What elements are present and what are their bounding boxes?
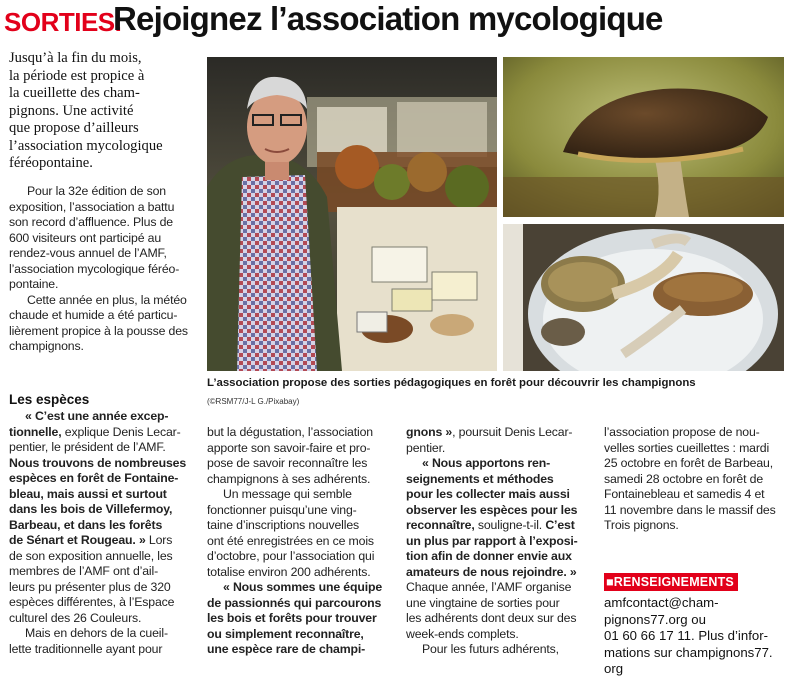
text-line: lièrement propice à la pousse des: [9, 323, 188, 338]
info-line: mations sur champignons77.: [604, 644, 773, 660]
text-line: totalise environ 200 adhérents.: [207, 564, 371, 579]
text-line: Pour les futurs adhérents,: [422, 642, 559, 656]
lede-line: la période est propice à: [9, 67, 145, 84]
text-line: leurs pu présenter plus de 320: [9, 579, 171, 594]
info-line: org: [604, 661, 624, 676]
text-line: week-ends complets.: [406, 626, 519, 641]
text-line: dans les bois de Villefermoy,: [9, 502, 173, 516]
bold-fragment: tionnelle,: [9, 424, 62, 439]
text-line: « Nous sommes une équipe: [223, 580, 383, 594]
text-line: de Sénart et Rougeau. » Lors: [9, 533, 173, 547]
text-line: tion afin de donner envie aux: [406, 549, 572, 563]
text-line: les adhérents dont deux sur des: [406, 611, 577, 625]
section-title: Les espèces: [9, 392, 90, 407]
text-line: chaude et humide a été particu-: [9, 308, 178, 322]
text-line: pose de savoir reconnaître les: [207, 456, 368, 470]
info-box-label: [604, 573, 738, 591]
text-line: fonctionner puisqu’une ving-: [207, 502, 357, 517]
text-line: une vingtaine de sorties pour: [406, 595, 560, 610]
article-lede: [9, 50, 199, 173]
text-line: rendez-vous annuel de l’AMF,: [9, 246, 167, 260]
text-line: Trois pignons.: [604, 518, 679, 532]
lede-line: féréopontaine.: [9, 155, 93, 171]
bold-fragment: C’est: [545, 518, 575, 532]
photo-caption: L’association propose des sorties pédagogiques en forêt pour découvrir les champignons: [207, 377, 696, 389]
text-line: espèces en forêt de Fontaine-: [9, 471, 179, 485]
text-line: ont été enregistrées en ce mois: [207, 533, 374, 548]
column-3-body: [406, 425, 596, 658]
bold-fragment: de Sénart et Rougeau. »: [9, 533, 146, 547]
column-2-body: [207, 425, 397, 658]
text-line: membres de l’AMF ont d’ail-: [9, 564, 159, 578]
info-line: 01 60 66 17 11. Plus d’infor-: [604, 628, 768, 643]
text-line: d’octobre, pour l’association qui: [207, 549, 375, 563]
photo-boletus: [503, 57, 784, 217]
photo-mushroom-dish: [503, 224, 784, 371]
column-1-intro: [9, 184, 199, 355]
lede-line: l’association mycologique: [9, 137, 163, 154]
article-headline: Rejoignez l’association mycologique: [113, 0, 663, 37]
photo-mushroom-dish-illustration: [503, 224, 784, 371]
text-line: gnons », poursuit Denis Lecar-: [406, 425, 573, 439]
text-line: 11 novembre dans le massif des: [604, 502, 776, 517]
photo-boletus-illustration: [503, 57, 784, 217]
text-line: taine d’inscriptions nouvelles: [207, 518, 360, 532]
text-line: Fontainebleau et samedis 4 et: [604, 487, 765, 501]
photo-exhibition: [207, 57, 497, 371]
text-line: lette traditionnelle ayant pour: [9, 641, 163, 656]
info-line: pignons77.org ou: [604, 611, 706, 627]
text-line: exposition, l’association a battu: [9, 199, 175, 214]
text-line: bleau, mais aussi et surtout: [9, 486, 167, 501]
text-line: champignons.: [9, 339, 84, 353]
text-line: pentier, le président de l’AMF.: [9, 440, 166, 454]
info-box-text: [604, 595, 773, 678]
text-line: Barbeau, et dans les forêts: [9, 517, 163, 532]
bold-fragment: gnons »: [406, 425, 453, 439]
info-box-label-text: RENSEIGNEMENTS: [613, 575, 734, 589]
column-1-body: [9, 409, 199, 657]
text-line: Un message qui semble: [223, 487, 352, 501]
lede-line: que propose d’ailleurs: [9, 120, 139, 136]
text-line: un plus par rapport à l’exposi-: [406, 533, 578, 548]
column-4-body: [604, 425, 796, 534]
text-line: tionnelle, explique Denis Lecar-: [9, 424, 181, 439]
text-line: les bois et forêts pour trouver: [207, 611, 377, 625]
bold-fragment: reconnaître,: [406, 518, 475, 532]
text-line: 25 octobre en forêt de Barbeau,: [604, 456, 773, 470]
text-line: son record d’affluence. Plus de: [9, 215, 173, 229]
text-line: de passionnés qui parcourons: [207, 595, 382, 610]
text-line: Mais en dehors de la cueil-: [25, 626, 168, 640]
rubric-label: SORTIES.: [4, 7, 122, 37]
text-line: pour les collecter mais aussi: [406, 487, 570, 501]
text-line: culturel des 26 Couleurs.: [9, 610, 142, 625]
photo-exhibition-illustration: [207, 57, 497, 371]
text-line: pentier.: [406, 440, 446, 455]
text-line: samedi 28 octobre en forêt de: [604, 471, 764, 486]
photo-credit: (©RSM77/J-L G./Pixabay): [207, 397, 300, 406]
text-line: velles sorties cueillettes : mardi: [604, 440, 770, 455]
text-line: l’association mycologique féréo-: [9, 261, 180, 276]
text-line: « Nous apportons ren-: [422, 456, 551, 470]
text-line: une espèce rare de champi-: [207, 642, 366, 656]
text-line: amateurs de nous rejoindre. »: [406, 564, 577, 579]
lede-line: pignons. Une activité: [9, 102, 134, 119]
text-line: Nous trouvons de nombreuses: [9, 455, 187, 470]
info-line: amfcontact@cham-: [604, 595, 719, 610]
text-line: observer les espèces pour les: [406, 502, 578, 517]
text-line: l’association propose de nou-: [604, 425, 760, 439]
text-line: Cette année en plus, la météo: [27, 292, 187, 307]
text-line: seignements et méthodes: [406, 471, 554, 486]
text-line: apporte son savoir-faire et pro-: [207, 440, 371, 455]
text-line: espèces différentes, à l’Espace: [9, 595, 175, 609]
text-line: de son exposition annuelle, les: [9, 548, 173, 563]
text-line: reconnaître, souligne-t-il. C’est: [406, 518, 575, 532]
lede-line: Jusqu’à la fin du mois,: [9, 50, 142, 66]
text-line: Chaque année, l’AMF organise: [406, 580, 572, 594]
text-line: « C’est une année excep-: [25, 409, 169, 423]
lede-line: la cueillette des cham-: [9, 85, 140, 101]
text-line: champignons à ses adhérents.: [207, 471, 371, 486]
text-line: 600 visiteurs ont participé au: [9, 230, 162, 245]
square-bullet-icon: ■: [606, 575, 614, 589]
text-line: Pour la 32e édition de son: [27, 184, 166, 198]
text-line: pontaine.: [9, 277, 59, 291]
text-line: ou simplement reconnaître,: [207, 626, 364, 641]
text-line: but la dégustation, l’association: [207, 425, 373, 439]
